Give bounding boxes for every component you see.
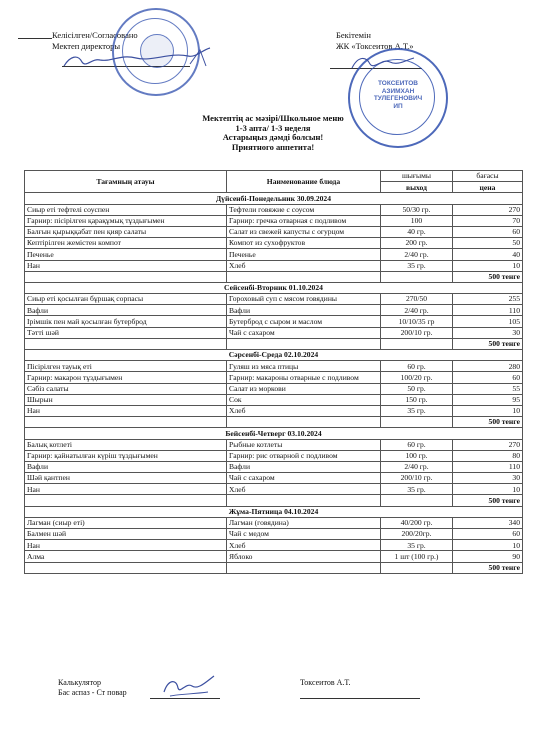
dish-output: 35 гр. xyxy=(381,484,453,495)
dish-output: 40/200 гр. xyxy=(381,517,453,528)
approval-label-right: Бекітемін xyxy=(336,30,371,40)
total-spacer-cell xyxy=(381,271,453,282)
approval-label-left: Келісілген/Согласовано xyxy=(52,30,138,40)
table-row xyxy=(25,529,523,540)
dish-name-ru: Хлеб xyxy=(227,260,381,271)
stamp-line-1: ТОКСЕИТОВ xyxy=(377,80,418,87)
title-line-2: 1-3 апта/ 1-3 неделя xyxy=(235,122,311,133)
dish-name-kz: Сиыр еті тефтелі соуспен xyxy=(25,204,227,215)
table-row xyxy=(25,215,523,226)
dish-name-ru: Хлеб xyxy=(227,484,381,495)
dish-output: 150 гр. xyxy=(381,394,453,405)
day-total-row xyxy=(25,338,523,349)
table-row xyxy=(25,484,523,495)
table-row xyxy=(25,372,523,383)
dish-price: 340 xyxy=(453,517,523,528)
dish-name-kz: Шәй қантпен xyxy=(25,473,227,484)
table-row xyxy=(25,540,523,551)
dish-name-kz: Нан xyxy=(25,405,227,416)
dish-name-ru: Гороховый суп с мясом говядины xyxy=(227,294,381,305)
total-spacer-cell xyxy=(381,417,453,428)
company-name: ЖК «Токсеитов А.Т.» xyxy=(336,41,414,51)
day-total-row xyxy=(25,271,523,282)
dish-price: 80 xyxy=(453,450,523,461)
day-title: Дүйсенбі-Понедельник 30.09.2024 xyxy=(25,193,523,204)
day-header-row xyxy=(25,428,523,439)
cook-signature xyxy=(160,672,220,700)
table-row xyxy=(25,226,523,237)
dish-price: 60 xyxy=(453,372,523,383)
accountant-label: Калькулятор xyxy=(58,678,101,687)
header-output-ru: выход xyxy=(381,182,453,193)
name-signature-line xyxy=(300,698,420,699)
total-spacer-cell xyxy=(227,562,381,573)
day-total-row xyxy=(25,495,523,506)
dish-name-ru: Вафли xyxy=(227,461,381,472)
total-spacer-cell xyxy=(25,562,227,573)
dish-price: 50 xyxy=(453,238,523,249)
dish-name-kz: Гарнир: пісірілген қарақұмық тұздығымен xyxy=(25,215,227,226)
footer-left xyxy=(58,678,127,698)
day-header-row xyxy=(25,506,523,517)
table-row xyxy=(25,305,523,316)
dish-output: 100 гр. xyxy=(381,450,453,461)
title-line-1: Мектептің ас мәзірі/Школьное меню xyxy=(202,113,344,123)
dish-output: 35 гр. xyxy=(381,405,453,416)
total-spacer-cell xyxy=(25,495,227,506)
dish-output: 50 гр. xyxy=(381,383,453,394)
title-line-4: Приятного аппетита! xyxy=(231,141,315,152)
dish-name-kz: Нан xyxy=(25,260,227,271)
total-spacer-cell xyxy=(227,495,381,506)
dish-price: 10 xyxy=(453,484,523,495)
dish-output: 40 гр. xyxy=(381,226,453,237)
total-spacer-cell xyxy=(227,338,381,349)
dish-price: 255 xyxy=(453,294,523,305)
dish-output: 50/30 гр. xyxy=(381,204,453,215)
dish-price: 60 xyxy=(453,529,523,540)
header-rule-left xyxy=(18,38,52,39)
dish-price: 95 xyxy=(453,394,523,405)
title-line-3: Астарыңыз дәмді болсын! xyxy=(222,132,324,142)
table-row xyxy=(25,517,523,528)
total-spacer-cell xyxy=(227,271,381,282)
dish-price: 110 xyxy=(453,305,523,316)
table-row xyxy=(25,383,523,394)
dish-name-ru: Сок xyxy=(227,394,381,405)
day-total-row xyxy=(25,562,523,573)
director-signature xyxy=(60,44,220,74)
day-total: 500 тенге xyxy=(453,271,523,282)
dish-name-kz: Вафли xyxy=(25,461,227,472)
dish-name-ru: Чай с медом xyxy=(227,529,381,540)
table-row xyxy=(25,473,523,484)
dish-name-ru: Салат из свежей капусты с огурцом xyxy=(227,226,381,237)
total-spacer-cell xyxy=(381,495,453,506)
dish-name-ru: Вафли xyxy=(227,305,381,316)
dish-name-ru: Рыбные котлеты xyxy=(227,439,381,450)
dish-price: 40 xyxy=(453,249,523,260)
menu-title xyxy=(0,114,546,152)
dish-name-ru: Лагман (говядина) xyxy=(227,517,381,528)
dish-name-kz: Балық котлеті xyxy=(25,439,227,450)
cook-label: Бас аспаз - Ст повар xyxy=(58,688,127,697)
dish-price: 10 xyxy=(453,260,523,271)
dish-output: 270/50 xyxy=(381,294,453,305)
table-row xyxy=(25,260,523,271)
day-title: Сейсенбі-Вторник 01.10.2024 xyxy=(25,282,523,293)
total-spacer-cell xyxy=(25,271,227,282)
dish-price: 30 xyxy=(453,473,523,484)
dish-name-ru: Чай с сахаром xyxy=(227,473,381,484)
dish-name-ru: Гуляш из мяса птицы xyxy=(227,361,381,372)
dish-output: 10/10/35 гр xyxy=(381,316,453,327)
table-row xyxy=(25,461,523,472)
dish-name-ru: Яблоко xyxy=(227,551,381,562)
dish-price: 60 xyxy=(453,226,523,237)
menu-table xyxy=(24,170,523,574)
dish-name-kz: Пісірілген тауық еті xyxy=(25,361,227,372)
dish-name-kz: Алма xyxy=(25,551,227,562)
dish-name-ru: Гарнир: гречка отварная с подливом xyxy=(227,215,381,226)
day-header-row xyxy=(25,193,523,204)
dish-name-kz: Гарнир: қайнатылған күріш тұздығымен xyxy=(25,450,227,461)
dish-name-kz: Нан xyxy=(25,484,227,495)
header-ru-name: Наименование блюда xyxy=(227,171,381,193)
dish-price: 90 xyxy=(453,551,523,562)
dish-output: 35 гр. xyxy=(381,540,453,551)
total-spacer-cell xyxy=(25,338,227,349)
dish-price: 30 xyxy=(453,327,523,338)
table-row xyxy=(25,450,523,461)
dish-price: 10 xyxy=(453,405,523,416)
dish-output: 200/10 гр. xyxy=(381,473,453,484)
day-total: 500 тенге xyxy=(453,338,523,349)
dish-name-ru: Чай с сахаром xyxy=(227,327,381,338)
dish-price: 280 xyxy=(453,361,523,372)
total-spacer-cell xyxy=(381,562,453,573)
company-signature xyxy=(348,52,418,74)
total-spacer-cell xyxy=(25,417,227,428)
dish-name-kz: Печенье xyxy=(25,249,227,260)
table-row xyxy=(25,249,523,260)
dish-output: 1 шт (100 гр.) xyxy=(381,551,453,562)
dish-output: 2/40 гр. xyxy=(381,249,453,260)
table-row xyxy=(25,294,523,305)
header-price-kz: бағасы xyxy=(453,171,523,182)
dish-output: 60 гр. xyxy=(381,361,453,372)
dish-name-ru: Хлеб xyxy=(227,405,381,416)
dish-name-kz: Сәбіз салаты xyxy=(25,383,227,394)
dish-name-kz: Шырын xyxy=(25,394,227,405)
dish-output: 2/40 гр. xyxy=(381,461,453,472)
dish-name-ru: Печенье xyxy=(227,249,381,260)
dish-name-ru: Компот из сухофруктов xyxy=(227,238,381,249)
dish-price: 105 xyxy=(453,316,523,327)
dish-name-kz: Ірімшік пен май қосылған бутерброд xyxy=(25,316,227,327)
dish-price: 55 xyxy=(453,383,523,394)
dish-output: 200/20гр. xyxy=(381,529,453,540)
dish-name-kz: Лагман (сиыр еті) xyxy=(25,517,227,528)
dish-name-kz: Сиыр еті қосылған бұршақ сорпасы xyxy=(25,294,227,305)
dish-name-kz: Балғын қырыққабат пен қияр салаты xyxy=(25,226,227,237)
day-title: Бейсенбі-Четверг 03.10.2024 xyxy=(25,428,523,439)
dish-name-ru: Салат из моркови xyxy=(227,383,381,394)
dish-output: 35 гр. xyxy=(381,260,453,271)
stamp-line-4: ИП xyxy=(393,102,403,110)
table-header-row-1 xyxy=(25,171,523,182)
dish-name-kz: Балмен шәй xyxy=(25,529,227,540)
dish-name-ru: Гарнир: рис отварной с подливом xyxy=(227,450,381,461)
dish-output: 100/20 гр. xyxy=(381,372,453,383)
table-row xyxy=(25,551,523,562)
dish-name-ru: Тефтели говяжие с соусом xyxy=(227,204,381,215)
total-spacer-cell xyxy=(381,338,453,349)
header-kz-name: Тағамның атауы xyxy=(25,171,227,193)
dish-price: 270 xyxy=(453,204,523,215)
dish-name-ru: Бутерброд с сыром и маслом xyxy=(227,316,381,327)
dish-name-kz: Нан xyxy=(25,540,227,551)
day-title: Жұма-Пятница 04.10.2024 xyxy=(25,506,523,517)
dish-price: 10 xyxy=(453,540,523,551)
table-row xyxy=(25,405,523,416)
total-spacer-cell xyxy=(227,417,381,428)
day-total: 500 тенге xyxy=(453,417,523,428)
day-header-row xyxy=(25,282,523,293)
table-row xyxy=(25,394,523,405)
table-row xyxy=(25,327,523,338)
dish-output: 60 гр. xyxy=(381,439,453,450)
dish-output: 200/10 гр. xyxy=(381,327,453,338)
table-row xyxy=(25,238,523,249)
day-total-row xyxy=(25,417,523,428)
dish-name-kz: Вафли xyxy=(25,305,227,316)
dish-price: 270 xyxy=(453,439,523,450)
dish-output: 100 xyxy=(381,215,453,226)
director-role: Мектеп директоры xyxy=(52,41,121,51)
footer-name: Токсеитов А.Т. xyxy=(300,678,351,687)
dish-name-kz: Тәтті шәй xyxy=(25,327,227,338)
day-total: 500 тенге xyxy=(453,495,523,506)
day-header-row xyxy=(25,350,523,361)
dish-output: 200 гр. xyxy=(381,238,453,249)
dish-price: 70 xyxy=(453,215,523,226)
dish-output: 2/40 гр. xyxy=(381,305,453,316)
stamp-line-2: АЗИМХАН xyxy=(381,87,415,95)
dish-name-ru: Хлеб xyxy=(227,540,381,551)
dish-name-kz: Гарнир: макарон тұздығымен xyxy=(25,372,227,383)
table-row xyxy=(25,316,523,327)
header-price-ru: цена xyxy=(453,182,523,193)
table-row xyxy=(25,204,523,215)
dish-name-ru: Гарнир: макароны отварные с подливом xyxy=(227,372,381,383)
dish-name-kz: Кептірілген жемістен компот xyxy=(25,238,227,249)
table-row xyxy=(25,361,523,372)
day-title: Сәрсенбі-Среда 02.10.2024 xyxy=(25,350,523,361)
table-row xyxy=(25,439,523,450)
stamp-line-3: ТУЛЕГЕНОВИЧ xyxy=(373,95,423,102)
day-total: 500 тенге xyxy=(453,562,523,573)
menu-body xyxy=(25,193,523,573)
header-output-kz: шығымы xyxy=(381,171,453,182)
dish-price: 110 xyxy=(453,461,523,472)
